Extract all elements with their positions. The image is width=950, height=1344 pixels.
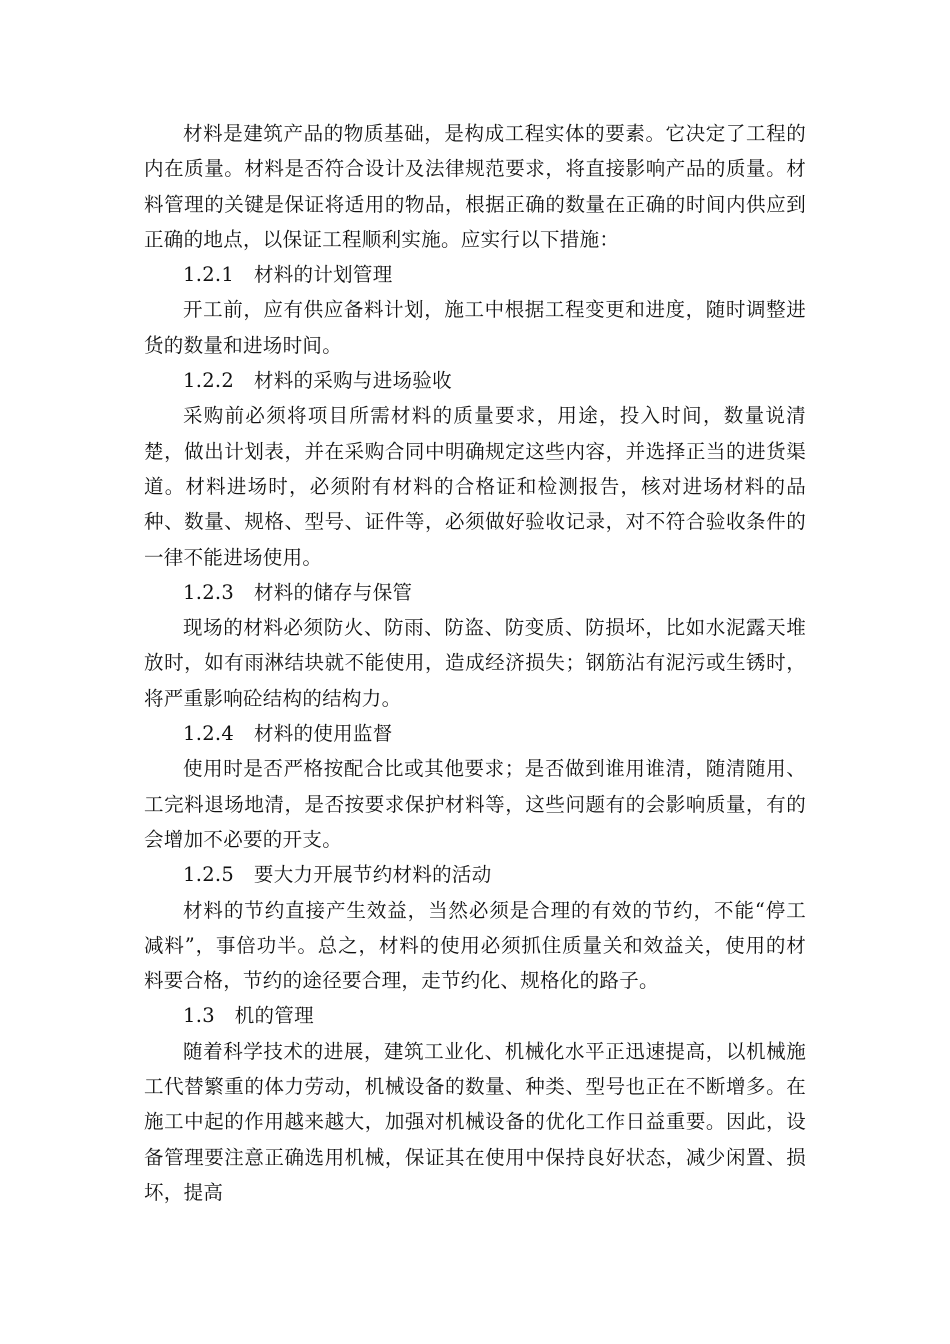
usage-paragraph: 使用时是否严格按配合比或其他要求；是否做到谁用谁清，随清随用、工完料退场地清，是否按要求保护材料等，这些问题有的会影响质量，有的会增加不必要的开支。 [144, 757, 806, 851]
planning-paragraph: 开工前，应有供应备料计划，施工中根据工程变更和进度，随时调整进货的数量和进场时间。 [144, 298, 806, 357]
document-body [144, 116, 806, 1210]
section-heading-1-2-5: 1.2.5 要大力开展节约材料的活动 [183, 863, 492, 887]
section-heading-1-2-3: 1.2.3 材料的储存与保管 [183, 580, 413, 604]
procurement-paragraph: 采购前必须将项目所需材料的质量要求，用途，投入时间，数量说清楚，做出计划表，并在采购合同中明确规定这些内容，并选择正当的进货渠道。材料进场时，必须附有材料的合格证和检测报告，核对进场材料的品种、数量、规格、型号、证件等，必须做好验收记录，对不符合验收条件的一律不能进场使用。 [144, 404, 806, 569]
section-heading-1-2-2: 1.2.2 材料的采购与进场验收 [183, 369, 452, 393]
machine-paragraph: 随着科学技术的进展，建筑工业化、机械化水平正迅速提高，以机械施工代替繁重的体力劳动，机械设备的数量、种类、型号也正在不断增多。在施工中起的作用越来越大，加强对机械设备的优化工作日益重要。因此，设备管理要注意正确选用机械，保证其在使用中保持良好状态，减少闲置、损坏，提高 [144, 1039, 806, 1204]
intro-paragraph: 材料是建筑产品的物质基础，是构成工程实体的要素。它决定了工程的内在质量。材料是否符合设计及法律规范要求，将直接影响产品的质量。材料管理的关键是保证将适用的物品，根据正确的数量在正确的时间内供应到正确的地点，以保证工程顺利实施。应实行以下措施： [144, 122, 806, 251]
saving-paragraph: 材料的节约直接产生效益，当然必须是合理的有效的节约，不能“停工减料”，事倍功半。总之，材料的使用必须抓住质量关和效益关，使用的材料要合格，节约的途径要合理，走节约化、规格化的路子。 [144, 898, 806, 993]
storage-paragraph: 现场的材料必须防火、防雨、防盗、防变质、防损坏，比如水泥露天堆放时，如有雨淋结块就不能使用，造成经济损失；钢筋沾有泥污或生锈时，将严重影响砼结构的结构力。 [144, 616, 806, 710]
section-heading-1-2-1: 1.2.1 材料的计划管理 [183, 263, 393, 287]
section-heading-1-3: 1.3 机的管理 [183, 1004, 314, 1028]
section-heading-1-2-4: 1.2.4 材料的使用监督 [183, 722, 393, 746]
